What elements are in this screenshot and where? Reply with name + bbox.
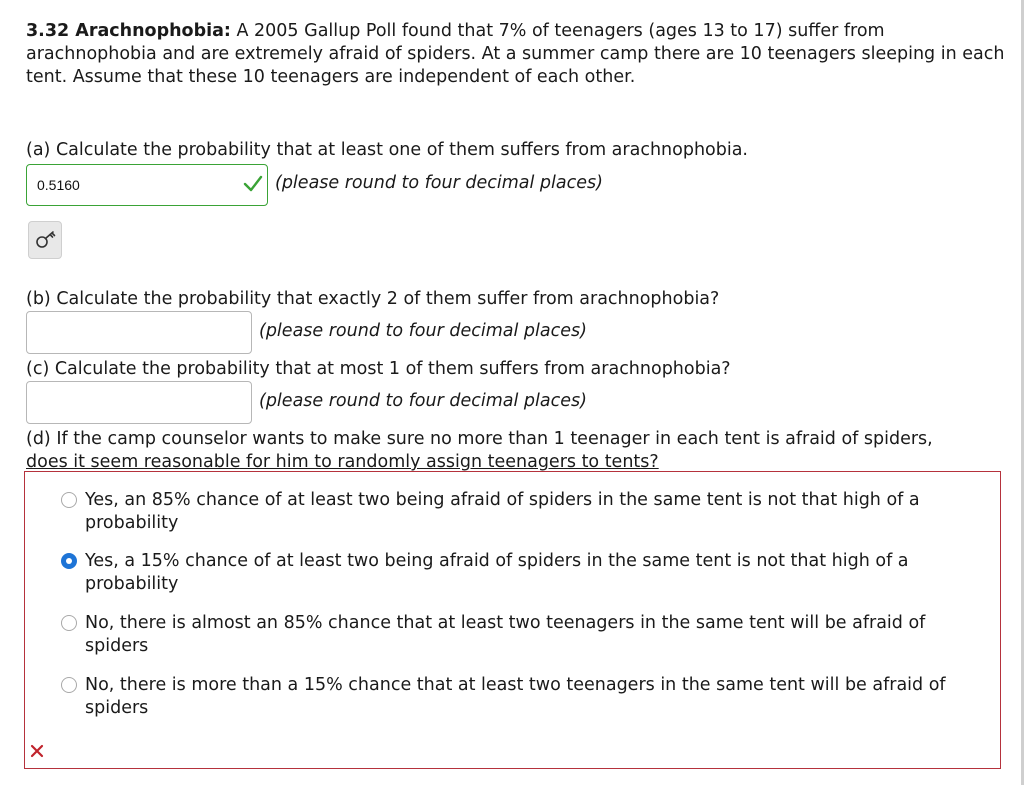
part-d-option-3-label: No, there is almost an 85% chance that at least two teenagers in the same tent will be afraid of spiders	[85, 613, 926, 656]
part-b-question: (b) Calculate the probability that exactly 2 of them suffer from arachnophobia?	[26, 289, 720, 309]
part-c-question: (c) Calculate the probability that at most 1 of them suffers from arachnophobia?	[26, 359, 731, 379]
checkmark-icon	[243, 175, 263, 193]
part-a-answer-field[interactable]	[26, 164, 268, 206]
radio-button-2-selected[interactable]	[61, 553, 77, 569]
part-a-answer-value: 0.5160	[37, 177, 80, 193]
part-c-hint: (please round to four decimal places)	[259, 391, 587, 411]
part-d-option-3[interactable]	[61, 612, 981, 658]
part-d-option-2-label: Yes, a 15% chance of at least two being afraid of spiders in the same tent is not that high of a probability	[85, 551, 909, 594]
part-d-options	[24, 471, 1001, 769]
part-d-question-line-1: (d) If the camp counselor wants to make sure no more than 1 teenager in each tent is afraid of spiders,	[26, 429, 933, 449]
key-button[interactable]	[28, 221, 62, 259]
x-icon	[30, 744, 44, 758]
part-b-answer-field[interactable]	[26, 311, 252, 354]
part-d-option-1-label: Yes, an 85% chance of at least two being afraid of spiders in the same tent is not that high of a probability	[85, 490, 920, 533]
part-d-option-4[interactable]	[61, 674, 981, 720]
problem-statement	[26, 20, 1006, 89]
problem-body: A 2005 Gallup Poll found that 7% of teenagers (ages 13 to 17) suffer from arachnophobia and are extremely afraid of spiders. At a summer camp there are 10 teenagers sleeping in each tent. Assume that these 10 teenagers are independent of each other.	[26, 21, 1005, 87]
radio-button-3[interactable]	[61, 615, 77, 631]
radio-button-1[interactable]	[61, 492, 77, 508]
part-d-option-4-label: No, there is more than a 15% chance that at least two teenagers in the same tent will be afraid of spiders	[85, 675, 946, 718]
part-b-hint: (please round to four decimal places)	[259, 321, 587, 341]
part-d-question-line-2: does it seem reasonable for him to randomly assign teenagers to tents?	[26, 452, 659, 472]
radio-button-4[interactable]	[61, 677, 77, 693]
key-icon	[35, 230, 57, 250]
part-a-hint: (please round to four decimal places)	[275, 173, 603, 193]
part-d-option-2[interactable]	[61, 550, 981, 596]
part-a-question: (a) Calculate the probability that at least one of them suffers from arachnophobia.	[26, 140, 748, 160]
part-c-answer-field[interactable]	[26, 381, 252, 424]
part-d-option-1[interactable]	[61, 489, 981, 535]
problem-title: 3.32 Arachnophobia:	[26, 21, 231, 41]
